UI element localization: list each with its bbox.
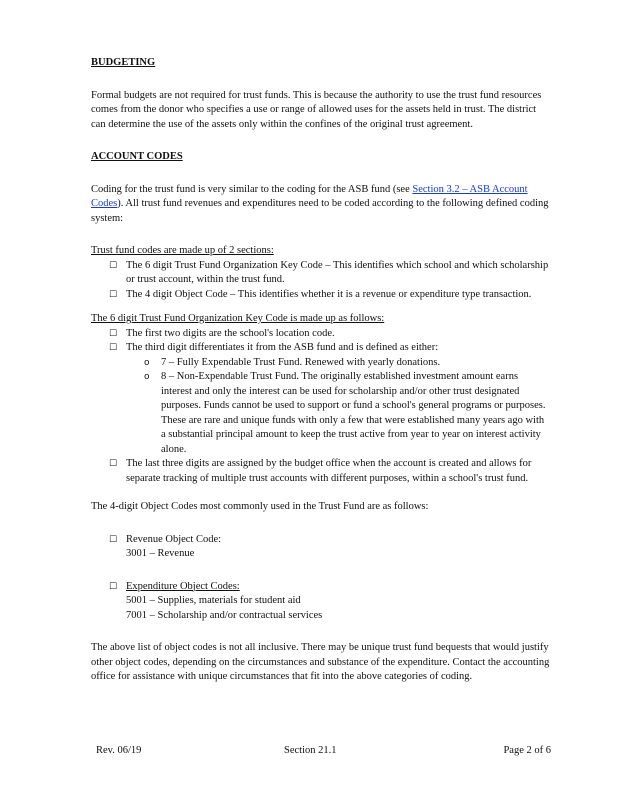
list-item: ☐ Expenditure Object Codes: 5001 – Supplies, materials for student aid 7001 – Scholarship and/or contractual services bbox=[109, 580, 323, 621]
expenditure-code: 5001 – Supplies, materials for student aid bbox=[126, 595, 301, 606]
list-item: ☐ The last three digits are assigned by the budget office when the account is created and allows for separate tracking of multiple trust accounts with different purposes, within a school's trust fund. bbox=[109, 458, 532, 484]
section-label: Section 21.1 bbox=[284, 745, 337, 756]
intro-text-after: ). All trust fund revenues and expenditures need to be coded according to the following defined coding system: bbox=[91, 198, 549, 224]
square-bullet-icon: ☐ bbox=[109, 459, 118, 469]
revision-label: Rev. 06/19 bbox=[96, 745, 142, 756]
circle-bullet-icon: o bbox=[144, 372, 150, 382]
page-number: Page 2 of 6 bbox=[503, 745, 551, 756]
revenue-codes bbox=[91, 533, 551, 562]
list-item: ☐ Revenue Object Code: 3001 – Revenue bbox=[109, 533, 222, 559]
account-codes-intro bbox=[91, 183, 551, 227]
six-digit-title: The 6 digit Trust Fund Organization Key Code is made up as follows: bbox=[91, 313, 385, 324]
list-item: ☐ The first two digits are the school's location code. bbox=[91, 327, 551, 342]
square-bullet-icon: ☐ bbox=[109, 581, 118, 592]
square-bullet-icon: ☐ bbox=[109, 260, 118, 271]
expenditure-code: 7001 – Scholarship and/or contractual services bbox=[126, 609, 323, 621]
list-item: ☐ The 6 digit Trust Fund Organization Key Code – This identifies which school and which scholarship or trust account, within the trust fund. bbox=[109, 259, 549, 285]
expenditure-codes bbox=[91, 580, 551, 624]
closing-paragraph: The above list of object codes is not all inclusive. There may be unique trust fund bequests that would justify other object codes, depending on the circumstances and substance of the expenditure. Contact the accounting office for assistance with unique circumstances that fit into the above categories of coding. bbox=[91, 642, 550, 682]
six-digit-list bbox=[91, 327, 551, 487]
list-item: ☐ The 4 digit Object Code – This identifies whether it is a revenue or expenditure type transaction. bbox=[91, 288, 551, 303]
square-bullet-icon: ☐ bbox=[109, 534, 118, 545]
budgeting-heading: BUDGETING bbox=[91, 57, 156, 68]
asb-account-codes-link[interactable]: Section 3.2 – ASB Account Codes bbox=[91, 183, 528, 209]
object-codes-title: The 4-digit Object Codes most commonly used in the Trust Fund are as follows: bbox=[91, 501, 429, 512]
sub-list-item: o 8 – Non-Expendable Trust Fund. The originally established investment amount earns interest and only the interest can be used for scholarship and/or other trust designated purposes. Funds cannot be used to support or fund a school's general programs or purposes. These are rare and unique funds with only a few that were established many years ago with a substantial principal amount to keep the trust active from year to year on interest activity alone. bbox=[144, 371, 546, 455]
budgeting-paragraph: Formal budgets are not required for trust funds. This is because the authority to use the trust fund resources comes from the donor who specifies a use or range of allowed uses for the assets held in trust. The district can determine the use of the assets only within the confines of the original trust agreement. bbox=[91, 89, 542, 130]
square-bullet-icon: ☐ bbox=[109, 343, 118, 353]
document-body bbox=[91, 56, 551, 685]
revenue-code: 3001 – Revenue bbox=[126, 548, 195, 559]
intro-text-before: Coding for the trust fund is very similar to the coding for the ASB fund (see bbox=[91, 183, 413, 195]
account-codes-heading: ACCOUNT CODES bbox=[91, 151, 183, 162]
square-bullet-icon: ☐ bbox=[109, 289, 118, 300]
sections-list bbox=[91, 259, 551, 303]
sections-title: Trust fund codes are made up of 2 sections: bbox=[91, 245, 274, 256]
list-item: ☐ The third digit differentiates it from the ASB fund and is defined as either: bbox=[91, 341, 551, 356]
circle-bullet-icon: o bbox=[144, 357, 150, 368]
sub-list-item: o 7 – Fully Expendable Trust Fund. Renewed with yearly donations. bbox=[91, 356, 551, 371]
square-bullet-icon: ☐ bbox=[109, 328, 118, 339]
